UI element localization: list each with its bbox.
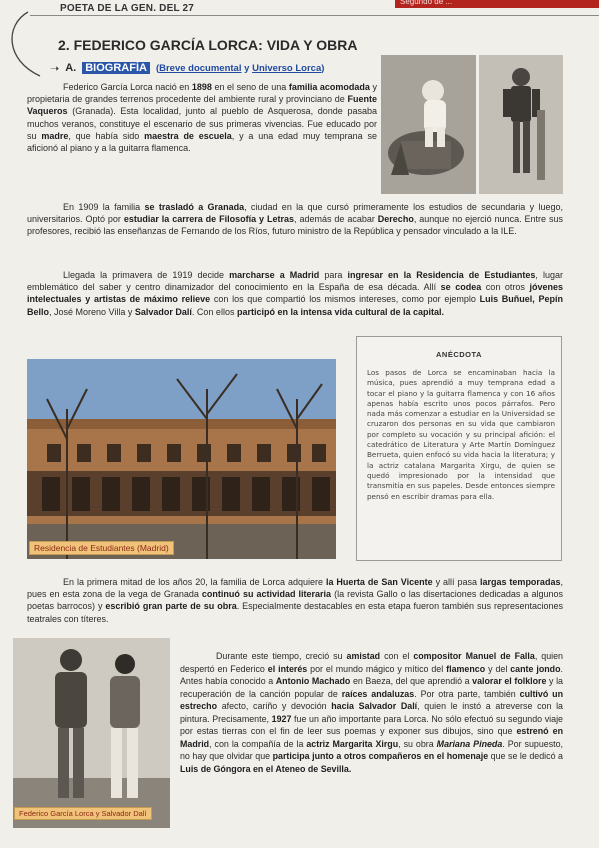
baby-photo-illustration xyxy=(381,55,476,194)
p1-text: , que había sido xyxy=(68,130,145,141)
p3-bold: Luis Buñuel, Pepín Bello xyxy=(27,294,564,317)
p5-text: . Por otra parte, también xyxy=(414,688,520,699)
p3-bold: jóvenes intelectuales y artistas de máximo relieve xyxy=(27,282,563,305)
p5-bold: raíces andaluzas xyxy=(341,688,415,699)
p1-text: Federico García Lorca nació en xyxy=(63,82,192,92)
p2-text: , ciudad en la que cursó primeramente los estudios de secundaria y luego, universitarios. Optó por xyxy=(27,202,563,225)
header-rule xyxy=(30,15,599,16)
p5-bold: cante jondo xyxy=(510,663,561,674)
residence-caption: Residencia de Estudiantes (Madrid) xyxy=(29,541,174,555)
p1-text: y propietaria de grandes terrenos procedente del ambiente rural y provinciano de xyxy=(27,82,377,105)
paragraph-friendships xyxy=(180,650,563,775)
p5-text: con el xyxy=(380,651,414,661)
paragraph-birth xyxy=(27,81,377,154)
universo-lorca-link[interactable]: Universo Lorca xyxy=(252,62,322,74)
anecdote-box xyxy=(356,336,562,561)
photo-residencia-estudiantes xyxy=(27,359,336,559)
p5-text: y la recuperación de la canción popular de xyxy=(180,676,563,699)
p5-text: . Antes había conocido a xyxy=(180,663,563,686)
p5-text: , su obra xyxy=(398,738,437,749)
p4-bold: escribió gran parte de su obra xyxy=(105,601,237,612)
p5-bold: compositor Manuel de Falla xyxy=(413,651,535,661)
p5-text: por el mundo mágico y mítico del xyxy=(307,663,447,674)
p5-bold: hacia Salvador Dalí xyxy=(331,701,418,711)
paragraph-madrid xyxy=(27,269,563,318)
p5-text: . Por supuesto, no hay que olvidar que xyxy=(180,738,564,761)
p3-bold: se codea xyxy=(440,282,482,293)
p4-text: . Especialmente destacables en esta etapa fueron también sus representaciones teatrales con títeres. xyxy=(27,601,563,624)
header-title: POETA DE LA GEN. DEL 27 xyxy=(60,3,195,14)
p1-bold: 1898 xyxy=(191,82,212,92)
section-title: 2. FEDERICO GARCÍA LORCA: VIDA Y OBRA xyxy=(58,37,358,53)
p2-bold: estudiar la carrera de Filosofía y Letras xyxy=(123,214,295,225)
subsection-heading xyxy=(50,61,324,75)
p5-bold: flamenco xyxy=(446,663,486,674)
p3-text: Llegada la primavera de 1919 decide xyxy=(63,270,230,280)
links-separator: y xyxy=(244,62,250,74)
p5-bold: Mariana Pineda xyxy=(436,738,503,749)
p5-text: , quien despertó en Federico xyxy=(180,651,563,674)
p4-text: En la primera mitad de los años 20, la familia de Lorca adquiere xyxy=(63,577,326,587)
p2-bold: se trasladó a Granada xyxy=(144,202,245,212)
p3-bold: participó en la intensa vida cultural de la capital. xyxy=(236,306,445,317)
resource-links: (Breve documental y Universo Lorca) xyxy=(155,62,325,74)
anecdote-title: ANÉCDOTA xyxy=(436,350,482,359)
decorative-curve xyxy=(0,10,60,90)
paragraph-granada xyxy=(27,201,563,238)
subsection-letter: A. xyxy=(65,62,77,74)
p4-bold: la Huerta de San Vicente xyxy=(325,577,433,587)
p5-bold: Luis de Góngora en el Ateneo de Sevilla. xyxy=(180,763,352,774)
p5-bold: valorar el folklore xyxy=(472,676,547,686)
p5-bold: el interés xyxy=(267,663,308,674)
p5-bold: participa junto a otros compañeros en el homenaje xyxy=(272,751,489,761)
p1-text: en el seno de una xyxy=(211,82,289,92)
p1-text: (Granada). Esta localidad, junto al pueblo de Asquerosa, donde pasaba muchos veranos, constituye el escenario de sus primeras vivencias. Fue educado por su xyxy=(27,106,377,141)
p4-text: , pues en esta zona de la vega de Granada xyxy=(27,577,563,600)
photo-lorca-as-baby xyxy=(381,55,476,194)
anecdote-text: Los pasos de Lorca se encaminaban hacia la música, pues aprendió a muy temprana edad a tocar el piano y la guitarra flamenca y con 16 años apenas había escrito unos pocos párrafos. Pero nada más comenzar a estudiar en la Universidad se cruzaron dos personas en su vida que cambiaron por completo su vocación y su principal afición: el catedrático de Literatura y Arte Martín Domínguez Berrueta, quien enfocó su vida hacia la literatura; y la actriz catalana Margarita Xirgu, de quien se quedó impresionado por la intensidad que transmitía en sus papeles. Desde entonces siempre pensó en escribir dramas para ella. xyxy=(367,368,555,501)
photo-lorca-dali xyxy=(13,638,170,828)
p1-text: , y a una edad muy temprana se aficionó al piano y a la guitarra flamenca. xyxy=(27,130,377,154)
p5-text: , quien le instó a atreverse con la pintura. Precisamente, xyxy=(180,701,563,724)
p3-text: para xyxy=(319,270,348,280)
p3-bold: Salvador Dalí xyxy=(134,306,192,317)
p5-bold: amistad xyxy=(346,651,381,661)
photo-lorca-as-boy xyxy=(479,55,563,194)
p1-bold: maestra de escuela xyxy=(144,130,232,141)
residence-photo-illustration xyxy=(27,359,336,559)
p5-bold: 1927 xyxy=(271,713,292,724)
p4-bold: continuó su actividad literaria xyxy=(201,589,332,600)
p2-text: , aunque no ejerció nunca. Entre sus profesores, recibió las enseñanzas de Fernando de los Ríos, futuro ministro de la República y pensador vinculado a la ILE. xyxy=(27,214,563,237)
arrow-right-icon: ➝ xyxy=(50,62,60,75)
p3-text: con otros xyxy=(481,282,530,293)
p5-bold: actriz Margarita Xirgu xyxy=(306,738,399,749)
p2-bold: Derecho xyxy=(377,214,414,225)
p3-text: con los que compartió los mismos intereses, como por ejemplo xyxy=(210,294,480,305)
friends-caption: Federico García Lorca y Salvador Dalí xyxy=(14,807,152,820)
p5-bold: estrenó en Madrid xyxy=(180,726,563,749)
p5-text: , con la compañía de la xyxy=(209,738,307,749)
p5-text: afecto, cariño y devoción xyxy=(217,701,332,711)
p2-text: En 1909 la familia xyxy=(63,202,145,212)
header-ribbon-text: Segundo de ... xyxy=(400,0,453,6)
p1-bold: Fuente Vaqueros xyxy=(27,94,377,117)
p2-text: , además de acabar xyxy=(294,214,378,225)
paragraph-huerta xyxy=(27,576,563,625)
friends-photo-illustration xyxy=(13,638,170,828)
documentary-link[interactable]: Breve documental xyxy=(159,62,242,74)
p3-text: , José Moreno Villa y xyxy=(49,306,135,317)
p3-bold: marcharse a Madrid xyxy=(229,270,320,280)
p3-text: , lugar emblemático del saber y centro dinamizador del conocimiento en la España de esa década. Allí xyxy=(27,270,563,293)
p5-text: fue un año importante para Lorca. No sólo efectuó su segundo viaje por estas tierras con el fin de leer sus poemas y exponer sus dibujos, sino que xyxy=(180,713,563,736)
p5-bold: Antonio Machado xyxy=(275,676,351,686)
p5-bold: cultivó un estrecho xyxy=(180,688,564,711)
boy-photo-illustration xyxy=(479,55,563,194)
p3-bold: ingresar en la Residencia de Estudiantes xyxy=(347,270,536,280)
p5-text: que se le dedicó a xyxy=(488,751,563,761)
p1-bold: madre xyxy=(41,130,69,141)
p4-text: (la revista Gallo o las disertaciones dedicadas a algunos poetas barrocos) y xyxy=(27,589,563,612)
p4-text: y allí pasa xyxy=(432,577,480,587)
p5-text: Durante este tiempo, creció su xyxy=(216,651,347,661)
page-header xyxy=(0,0,599,20)
p1-bold: familia acomodada xyxy=(288,82,370,92)
p3-text: . Con ellos xyxy=(191,306,237,317)
p5-text: y del xyxy=(485,663,511,674)
p5-text: en Baeza, del que aprendió a xyxy=(350,676,473,686)
p4-bold: largas temporadas xyxy=(479,577,561,587)
biography-badge: BIOGRAFÍA xyxy=(82,62,150,74)
